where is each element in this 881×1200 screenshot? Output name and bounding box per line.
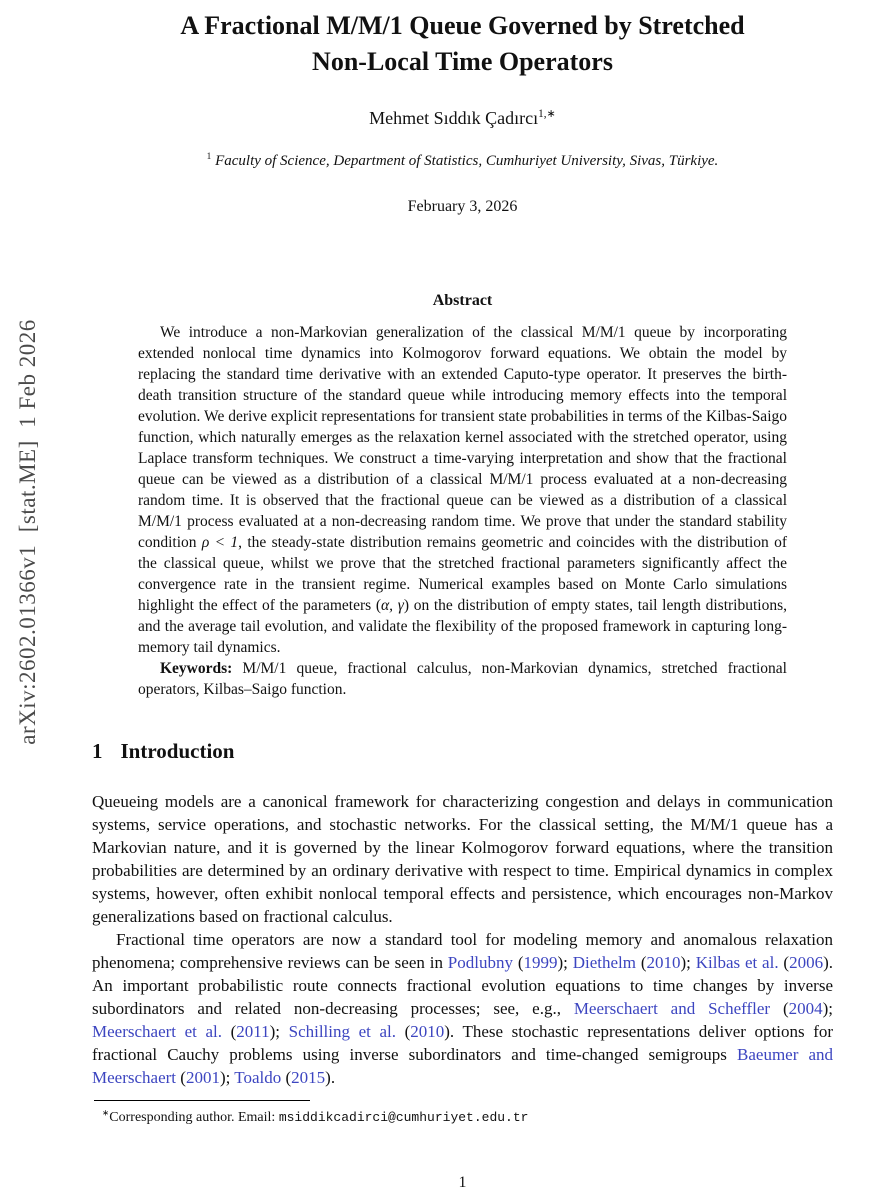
footnote-text (92, 1108, 833, 1127)
citation-link[interactable]: 2015 (291, 1068, 326, 1087)
intro-paragraph-1: Queueing models are a canonical framework for characterizing congestion and delays in communication systems, service operations, and stochastic networks. For the classical setting, the M/M/1 queue has a Markovian nature, and it is governed by the linear Kolmogorov forward equations, where the transition probabilities are determined by an ordinary derivative with respect to time. Empirical dynamics in complex systems, however, often exhibit nonlocal temporal effects and persistence, which encourages non-Markov generalizations based on fractional calculus. (92, 792, 833, 926)
affiliation-mark: 1 (206, 152, 212, 162)
text-segment: ( (221, 1022, 237, 1041)
text-segment: ) on the distribution of empty states, tail length distributions, and the average tail evolution, and validate the flexibility of the proposed framework in capturing long-memory tail dynamics. (138, 597, 787, 656)
text-segment: ). These stochastic representations deliver options for fractional Cauchy problems using inverse subordinators and time-changed semigroups (92, 1022, 834, 1064)
date-line: February 3, 2026 (407, 198, 518, 215)
footnote-rule (94, 1100, 310, 1101)
author-name: Mehmet Sıddık Çadırcı (369, 108, 539, 128)
citation-link[interactable]: Diethelm (572, 953, 636, 972)
section-number: 1 (92, 739, 103, 763)
keywords-text: M/M/1 queue, fractional calculus, non-Markovian dynamics, stretched fractional operators, Kilbas–Saigo function. (138, 660, 787, 698)
footnote (92, 1100, 833, 1127)
text-segment: ( (635, 953, 647, 972)
text-segment: Fractional time operators are now a standard tool for modeling memory and anomalous relaxation phenomena; comprehensive reviews can be seen in (92, 930, 833, 972)
abstract-section (138, 292, 787, 700)
intro-paragraph-2 (92, 928, 833, 1089)
text-segment: ); (680, 953, 696, 972)
citation-link[interactable]: 2006 (789, 953, 824, 972)
arxiv-watermark: arXiv:2602.01366v1 [stat.ME] 1 Feb 2026 (15, 319, 40, 745)
text-segment: ); (219, 1068, 235, 1087)
page-number: 1 (458, 1174, 467, 1191)
author-affiliation-mark: 1,∗ (538, 108, 556, 120)
text-segment: ); (269, 1022, 289, 1041)
text-segment: We introduce a non-Markovian generalization of the classical M/M/1 queue by incorporating extended nonlocal time dynamics into Kolmogorov forward equations. We obtain the model by replacing the standard time derivative with an extended Caputo-type operator. It preserves the birth-death transition structure of the standard queue while introducing memory effects into the temporal evolution. We derive explicit representations for transient state probabilities in terms of the Kilbas-Saigo function, which naturally emerges as the relaxation kernel associated with the stretched operator, using Laplace transform techniques. We construct a time-varying interpretation and show that the fractional queue can be viewed as a distribution of a classical M/M/1 process evaluated at a non-decreasing random time. It is observed that the fractional queue can be viewed as a distribution of a classical M/M/1 process evaluated at a non-decreasing random time. We prove that under the standard stability condition (138, 324, 787, 551)
math-inline: α, γ (381, 597, 404, 614)
text-segment: ( (512, 953, 524, 972)
footnote-body: Corresponding author. Email: (109, 1110, 279, 1125)
footnote-marker: ∗ (102, 1107, 110, 1118)
text-segment: , the steady-state distribution remains geometric and coincides with the distribution of the classical queue, whilst we prove that the stretched fractional parameters significantly affect the convergence rate in the transient regime. Numerical examples based on Monte Carlo simulations highlight the effect of the parameters ( (138, 534, 787, 614)
text-segment: ( (176, 1068, 186, 1087)
title-line-2: Non-Local Time Operators (312, 47, 613, 76)
section-heading-introduction (92, 738, 833, 764)
section-title: Introduction (120, 739, 235, 763)
abstract-heading: Abstract (432, 292, 493, 309)
math-inline: ρ < 1 (201, 534, 239, 551)
text-segment: ). An important probabilistic route connects fractional evolution equations to time changes by inverse subordinators and related non-decreasing processes; see, e.g., (92, 953, 833, 1018)
abstract-keywords (138, 658, 787, 700)
citation-link[interactable]: 1999 (523, 953, 558, 972)
text-segment: ). (325, 1068, 336, 1087)
citation-link[interactable]: Meerschaert et al. (92, 1022, 222, 1041)
citation-link[interactable]: 2004 (788, 999, 823, 1018)
citation-link[interactable]: 2010 (410, 1022, 445, 1041)
citation-link[interactable]: Schilling et al. (288, 1022, 396, 1041)
citation-link[interactable]: 2001 (185, 1068, 220, 1087)
text-segment: ( (281, 1068, 292, 1087)
text-segment: ); (557, 953, 573, 972)
citation-link[interactable]: Kilbas et al. (695, 953, 779, 972)
affiliation-text: Faculty of Science, Department of Statistics, Cumhuriyet University, Sivas, Türkiye. (215, 153, 719, 169)
citation-link[interactable]: Toaldo (234, 1068, 282, 1087)
citation-link[interactable]: Podlubny (447, 953, 513, 972)
footnote-email: msiddikcadirci@cumhuriyet.edu.tr (278, 1110, 529, 1125)
citation-link[interactable]: Meerschaert and Scheffler (573, 999, 771, 1018)
text-segment: ( (778, 953, 790, 972)
text-segment: ); (822, 999, 833, 1018)
author-line (92, 108, 833, 129)
text-segment: ( (395, 1022, 411, 1041)
affiliation-line (92, 153, 833, 170)
text-segment: ( (770, 999, 789, 1018)
citation-link[interactable]: 2011 (236, 1022, 270, 1041)
paper-title (92, 8, 833, 80)
keywords-label: Keywords: (160, 660, 233, 677)
abstract-body (138, 322, 787, 658)
citation-link[interactable]: Baeumer and Meerschaert (92, 1045, 834, 1087)
title-line-1: A Fractional M/M/1 Queue Governed by Stretched (180, 11, 745, 40)
page-content (92, 0, 833, 1089)
citation-link[interactable]: 2010 (646, 953, 681, 972)
